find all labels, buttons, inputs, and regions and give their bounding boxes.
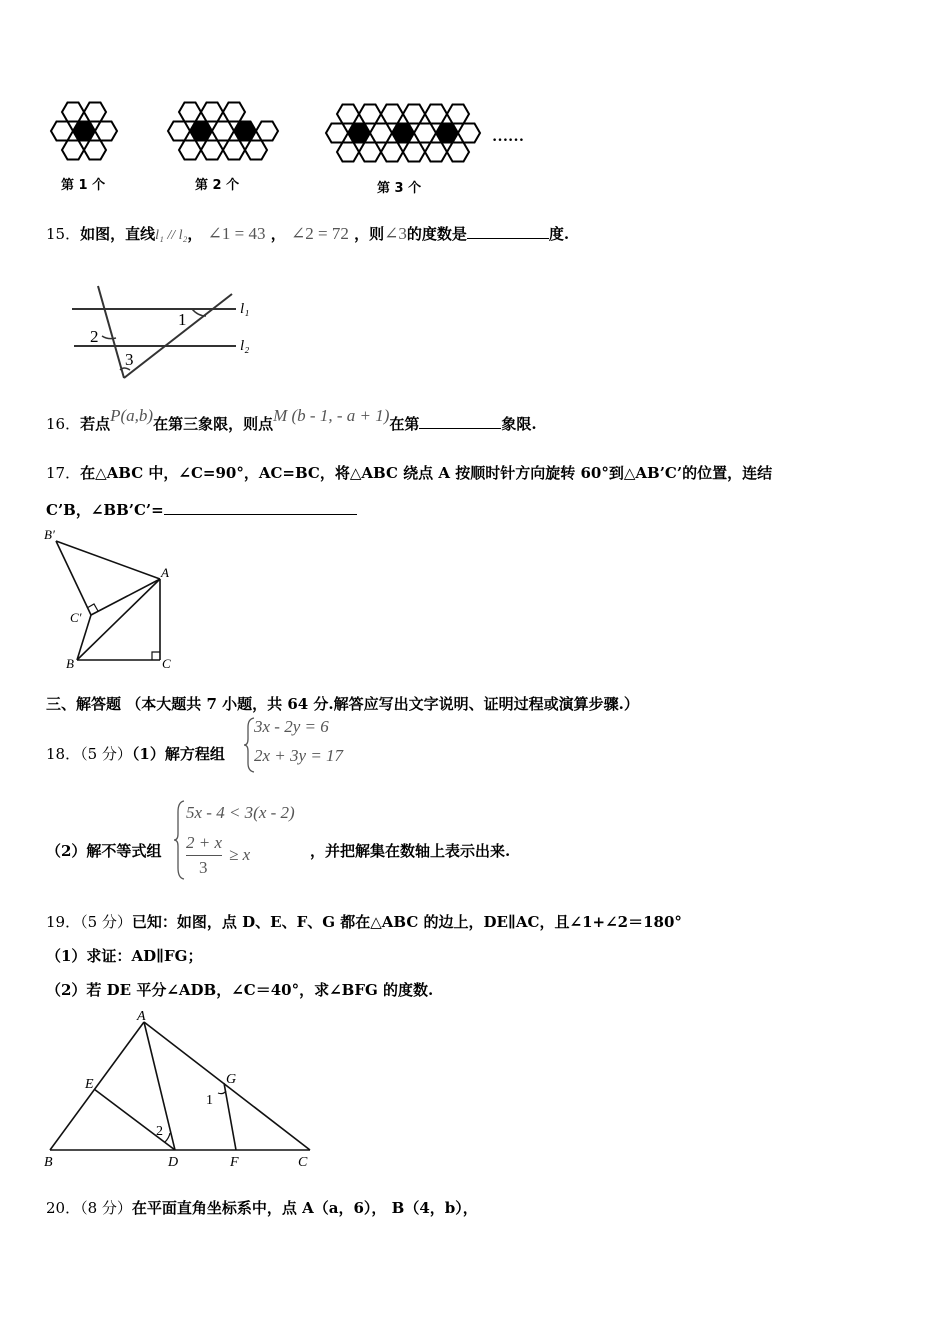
- section-3-heading: 三、解答题 （本大题共 7 小题，共 64 分.解答应写出文字说明、证明过程或演算步骤.）: [46, 695, 639, 713]
- hexagon-pattern-figures: [40, 95, 560, 200]
- hexagon-figure-3: [326, 105, 480, 162]
- point-label-E: E: [85, 1077, 94, 1092]
- equation-2: 2x + 3y = 17: [254, 746, 344, 765]
- inequality-1: 5x - 4 < 3(x - 2): [186, 803, 295, 822]
- fraction-denominator: 3: [199, 858, 208, 877]
- point-label-A: A: [137, 1009, 146, 1024]
- hexagon-ellipsis: ……: [492, 128, 524, 145]
- question-19-sub-1: （1）求证：AD∥FG；: [46, 947, 203, 965]
- question-20: 20．（8 分）在平面直角坐标系中，点 A（a，6）， B（4，b），: [46, 1199, 478, 1217]
- point-label-G: G: [226, 1072, 237, 1087]
- angle-label-2: 2: [156, 1124, 163, 1139]
- question-number: 20．: [46, 1199, 81, 1217]
- triangle-parallel-figure: [40, 1005, 320, 1175]
- fraction-bar: [186, 855, 222, 856]
- answer-blank[interactable]: [164, 514, 357, 515]
- question-number: 18．: [46, 745, 81, 763]
- question-number: 15．: [46, 225, 81, 243]
- question-17-line-2: C’B，∠BB’C’=: [46, 499, 357, 520]
- equation-1: 3x - 2y = 6: [254, 717, 329, 736]
- point-label-B: B: [66, 656, 74, 671]
- fraction-numerator: 2 + x: [186, 833, 223, 852]
- question-15: 15．如图，直线l₁ // l₂， ∠1 = 43 ， ∠2 = 72 ，则∠3的度数是 度.: [46, 224, 570, 243]
- angle-label-1: 1: [206, 1093, 213, 1108]
- question-number: 16．: [46, 415, 81, 433]
- point-label-B: B: [44, 1155, 53, 1170]
- rotation-triangle-figure: [40, 525, 190, 675]
- point-label-B-prime: B′: [44, 527, 55, 542]
- question-18-part-2-label: （2）解不等式组: [46, 842, 162, 860]
- angle-label-2: 2: [90, 327, 99, 346]
- point-label-C-prime: C′: [70, 610, 82, 625]
- question-number: 19．: [46, 913, 81, 931]
- answer-blank[interactable]: [419, 428, 501, 429]
- line-label-l2: l₂: [240, 338, 250, 354]
- point-label-C: C: [162, 656, 171, 671]
- inequality-2-rest: ≥ x: [229, 845, 251, 864]
- question-17-line-1: 17．在△ABC 中，∠C=90°，AC=BC，将△ABC 绕点 A 按顺时针方向旋转 60°到△AB’C’的位置，连结: [46, 464, 773, 482]
- hexagon-figure-2: [168, 103, 278, 160]
- question-18-part-1: 18．（5 分）（1）解方程组: [46, 745, 225, 763]
- answer-blank[interactable]: [467, 238, 549, 239]
- parallel-lines-figure: [60, 282, 270, 387]
- inequality-system-brace: [174, 800, 186, 880]
- question-16: 16．若点P(a,b)在第三象限，则点M (b - 1, - a + 1)在第 象限.: [46, 406, 537, 433]
- question-19-sub-2: （2）若 DE 平分∠ADB，∠C＝40°，求∠BFG 的度数.: [46, 981, 434, 999]
- point-label-C: C: [298, 1155, 308, 1170]
- hexagon-label-1: 第 1 个: [61, 178, 106, 193]
- line-label-l1: l₁: [240, 301, 250, 317]
- point-label-A: A: [161, 565, 169, 580]
- question-number: 17．: [46, 464, 81, 482]
- hexagon-figure-1: [51, 103, 117, 160]
- question-19: 19．（5 分）已知：如图，点 D、E、F、G 都在△ABC 的边上，DE∥AC，且∠1+∠2＝180°: [46, 913, 682, 931]
- point-label-F: F: [230, 1155, 239, 1170]
- hexagon-label-2: 第 2 个: [195, 178, 240, 193]
- hexagon-label-3: 第 3 个: [377, 181, 422, 196]
- angle-label-3: 3: [125, 350, 134, 369]
- point-label-D: D: [168, 1155, 179, 1170]
- question-18-part-2-tail: ，并把解集在数轴上表示出来.: [310, 842, 511, 860]
- angle-label-1: 1: [178, 310, 187, 329]
